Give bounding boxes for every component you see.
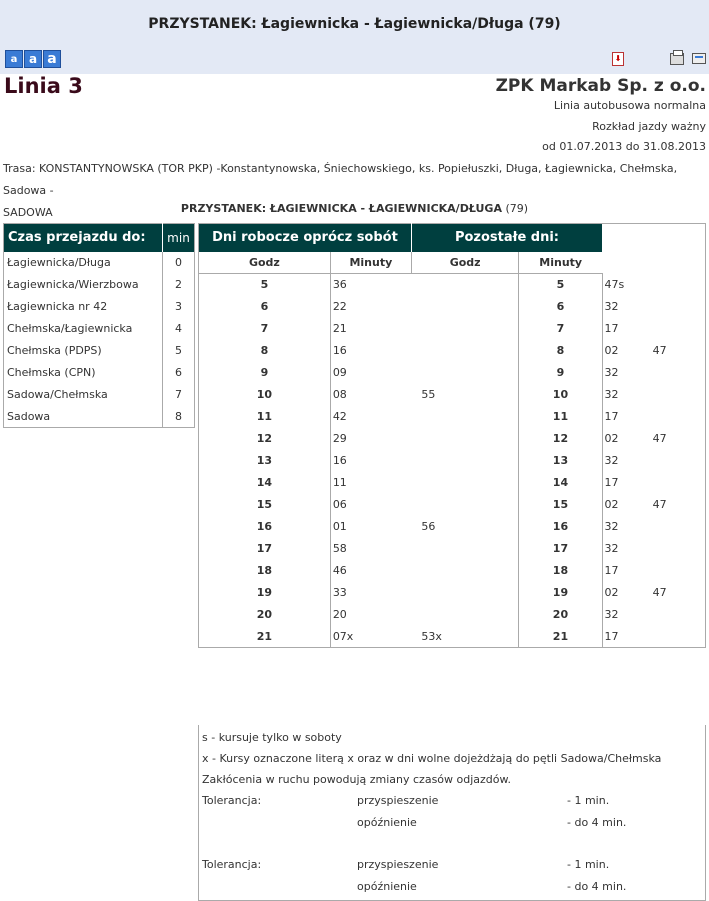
tolerance-label: Tolerancja:: [202, 794, 262, 807]
other-minute: [643, 296, 706, 318]
other-minute: 47s: [604, 278, 625, 291]
weekday-minute: 46: [332, 564, 347, 577]
other-minute: [643, 516, 706, 538]
travel-header: Czas przejazdu do:: [4, 224, 163, 252]
table-row: [199, 516, 706, 538]
travel-stop-name: Łagiewnicka/Długa: [7, 256, 111, 269]
weekday-minute: 08: [332, 388, 347, 401]
other-minute: 32: [604, 542, 619, 555]
travel-minutes: 3: [163, 296, 195, 318]
validity-label: Rozkład jazdy ważny: [592, 120, 706, 133]
other-hour: 17: [519, 538, 602, 560]
weekday-minute: 36: [332, 278, 347, 292]
table-row: [199, 472, 706, 494]
table-row: [199, 340, 706, 362]
weekday-hour: 10: [199, 384, 331, 406]
table-row: [199, 428, 706, 450]
weekday-minute: 20: [332, 608, 347, 621]
other-hour: 5: [519, 274, 602, 296]
weekday-minute: 01: [332, 520, 347, 533]
weekday-minute: [411, 450, 518, 472]
weekday-minute: 29: [332, 432, 347, 445]
other-minuty-header: Minuty: [519, 252, 602, 274]
weekday-minute: [411, 494, 518, 516]
travel-minutes: 0: [163, 252, 195, 274]
table-row: [4, 252, 195, 274]
table-row: [199, 582, 706, 604]
other-hour: 15: [519, 494, 602, 516]
other-hour: 6: [519, 296, 602, 318]
other-minute: [643, 274, 706, 296]
weekday-minute: 06: [332, 498, 347, 511]
weekday-minute: 22: [332, 300, 347, 313]
font-small-button[interactable]: a: [5, 50, 23, 68]
other-minute: [643, 472, 706, 494]
weekday-minute: 16: [332, 344, 347, 357]
weekday-hour: 7: [199, 318, 331, 340]
weekday-hour: 18: [199, 560, 331, 582]
weekday-minute: [411, 582, 518, 604]
weekday-hour: 13: [199, 450, 331, 472]
other-minute: 47: [652, 432, 667, 445]
other-minute: 32: [604, 300, 619, 313]
page-title: [0, 0, 709, 46]
travel-minutes: 2: [163, 274, 195, 296]
weekday-minute: [411, 274, 518, 296]
other-minute: [643, 450, 706, 472]
other-minute: 32: [604, 388, 619, 401]
stop-title: PRZYSTANEK: Łagiewnicka - Łagiewnicka/Długa (79): [148, 16, 561, 32]
weekday-minute: 09: [332, 366, 347, 379]
table-row: [199, 560, 706, 582]
weekday-minute: 07x: [332, 629, 354, 643]
weekday-minute: [411, 472, 518, 494]
other-hour: 14: [519, 472, 602, 494]
tolerance-value: - do 4 min.: [567, 880, 627, 893]
table-row: [199, 604, 706, 626]
weekday-hour: 6: [199, 296, 331, 318]
weekday-minute: 16: [332, 454, 347, 467]
other-minute: 47: [652, 586, 667, 599]
weekday-minute: 55: [421, 388, 436, 401]
other-hour: 7: [519, 318, 602, 340]
other-minute: 17: [604, 564, 619, 577]
weekday-minute: [411, 560, 518, 582]
line-title: Linia 3: [4, 74, 83, 98]
pdf-icon[interactable]: ⬇: [612, 52, 624, 66]
travel-stop-name: Łagiewnicka/Wierzbowa: [7, 278, 139, 291]
other-minute: [643, 604, 706, 626]
table-row: [199, 450, 706, 472]
other-hour: 9: [519, 362, 602, 384]
other-hour: 12: [519, 428, 602, 450]
other-days-header: Pozostałe dni:: [411, 224, 602, 252]
other-minute: 02: [604, 586, 619, 599]
weekday-hour: 11: [199, 406, 331, 428]
note-saturday: s - kursuje tylko w soboty: [202, 731, 342, 744]
route-line-1: Trasa: KONSTANTYNOWSKA (TOR PKP) -Konstantynowska, Śniechowskiego, ks. Popiełuszki, Długa, Łagiewnicka, Chełmska, Sadowa -: [3, 162, 678, 197]
weekday-hour: 16: [199, 516, 331, 538]
table-row: [4, 274, 195, 296]
note-x: x - Kursy oznaczone literą x oraz w dni wolne dojeżdżają do pętli Sadowa/Chełmska: [202, 752, 662, 765]
other-minute: [643, 406, 706, 428]
tolerance-value: - do 4 min.: [567, 816, 627, 829]
tolerance-key: przyspieszenie: [357, 858, 439, 871]
weekday-minute: [411, 318, 518, 340]
other-hour: 10: [519, 384, 602, 406]
stop-caption: [0, 202, 709, 215]
weekday-minute: [411, 340, 518, 362]
table-row: [199, 538, 706, 560]
travel-time-table: [3, 223, 195, 428]
weekday-hour: 9: [199, 362, 331, 384]
weekday-minute: 33: [332, 586, 347, 599]
weekday-hour: 21: [199, 626, 331, 648]
other-minute: 17: [604, 629, 619, 643]
other-godz-header: Godz: [411, 252, 518, 274]
other-minute: 17: [604, 322, 619, 335]
tolerance-label: Tolerancja:: [202, 858, 262, 871]
weekday-minute: [411, 296, 518, 318]
other-hour: 8: [519, 340, 602, 362]
other-hour: 20: [519, 604, 602, 626]
weekday-minute: [411, 362, 518, 384]
other-minute: 02: [604, 432, 619, 445]
weekday-header: Dni robocze oprócz sobót: [199, 224, 412, 252]
weekday-hour: 15: [199, 494, 331, 516]
font-large-button[interactable]: a: [43, 50, 61, 68]
travel-minutes: 7: [163, 384, 195, 406]
other-hour: 16: [519, 516, 602, 538]
other-minute: 32: [604, 366, 619, 379]
travel-stop-name: Sadowa: [7, 409, 51, 423]
other-minute: [643, 362, 706, 384]
table-row: [199, 274, 706, 296]
tolerance-key: opóźnienie: [357, 880, 417, 893]
weekday-hour: 19: [199, 582, 331, 604]
other-hour: 19: [519, 582, 602, 604]
tolerance-key: opóźnienie: [357, 816, 417, 829]
other-minute: 47: [652, 498, 667, 511]
table-row: [199, 626, 706, 648]
table-row: [4, 340, 195, 362]
travel-minutes: 8: [163, 406, 195, 428]
font-medium-button[interactable]: a: [24, 50, 42, 68]
notes-section: [198, 725, 706, 901]
weekday-minute: [411, 604, 518, 626]
table-row: [199, 362, 706, 384]
other-minute: [643, 560, 706, 582]
weekday-minute: [411, 428, 518, 450]
travel-min-header: min: [163, 224, 195, 252]
weekday-minute: 58: [332, 542, 347, 555]
toolbar: [0, 46, 709, 74]
tolerance-key: przyspieszenie: [357, 794, 439, 807]
table-row: [199, 494, 706, 516]
other-hour: 21: [519, 626, 602, 648]
other-hour: 18: [519, 560, 602, 582]
table-row: [199, 296, 706, 318]
validity-range: od 01.07.2013 do 31.08.2013: [542, 140, 706, 153]
weekday-minute: 42: [332, 410, 347, 423]
travel-stop-name: Chełmska (CPN): [7, 366, 96, 379]
weekday-godz-header: Godz: [199, 252, 331, 274]
travel-minutes: 4: [163, 318, 195, 340]
travel-stop-name: Chełmska/Łagiewnicka: [7, 322, 133, 335]
travel-stop-name: Łagiewnicka nr 42: [7, 300, 108, 313]
other-minute: 32: [604, 608, 619, 621]
table-row: [199, 318, 706, 340]
font-size-controls: [5, 50, 62, 68]
other-minute: 32: [604, 454, 619, 467]
weekday-hour: 12: [199, 428, 331, 450]
travel-stop-name: Chełmska (PDPS): [7, 344, 102, 357]
table-row: [4, 384, 195, 406]
tolerance-value: - 1 min.: [567, 858, 610, 871]
weekday-hour: 5: [199, 274, 331, 296]
note-disruptions: Zakłócenia w ruchu powodują zmiany czasów odjazdów.: [202, 773, 512, 786]
table-row: [4, 406, 195, 428]
other-minute: [643, 626, 706, 648]
mail-icon[interactable]: [692, 53, 706, 64]
weekday-minute: 21: [332, 322, 347, 335]
route-line-2: SADOWA: [3, 206, 53, 219]
tolerance-value: - 1 min.: [567, 794, 610, 807]
weekday-hour: 8: [199, 340, 331, 362]
other-hour: 11: [519, 406, 602, 428]
travel-minutes: 5: [163, 340, 195, 362]
other-minute: 17: [604, 410, 619, 423]
travel-minutes: 6: [163, 362, 195, 384]
other-minute: 02: [604, 498, 619, 511]
company-name: ZPK Markab Sp. z o.o.: [495, 76, 706, 96]
weekday-hour: 17: [199, 538, 331, 560]
weekday-minute: 53x: [421, 629, 442, 643]
weekday-minute: [411, 406, 518, 428]
table-row: [4, 362, 195, 384]
other-minute: 17: [604, 476, 619, 489]
table-row: [199, 406, 706, 428]
table-row: [4, 318, 195, 340]
other-minute: [643, 538, 706, 560]
other-minute: 02: [604, 344, 619, 357]
weekday-minute: 11: [332, 476, 347, 489]
weekday-minute: [411, 538, 518, 560]
line-type: Linia autobusowa normalna: [553, 99, 706, 112]
other-minute: [643, 318, 706, 340]
schedule-table: [198, 223, 706, 648]
print-icon[interactable]: [670, 53, 684, 65]
weekday-minuty-header: Minuty: [330, 252, 411, 274]
stop-caption-number: (79): [505, 202, 529, 215]
other-hour: 13: [519, 450, 602, 472]
other-minute: 32: [604, 520, 619, 533]
weekday-hour: 20: [199, 604, 331, 626]
other-minute: [643, 384, 706, 406]
weekday-hour: 14: [199, 472, 331, 494]
stop-caption-name: PRZYSTANEK: ŁAGIEWNICKA - ŁAGIEWNICKA/DŁUGA: [180, 202, 502, 215]
table-row: [199, 384, 706, 406]
other-minute: 47: [652, 344, 667, 357]
travel-stop-name: Sadowa/Chełmska: [7, 388, 108, 401]
table-row: [4, 296, 195, 318]
weekday-minute: 56: [421, 520, 436, 533]
